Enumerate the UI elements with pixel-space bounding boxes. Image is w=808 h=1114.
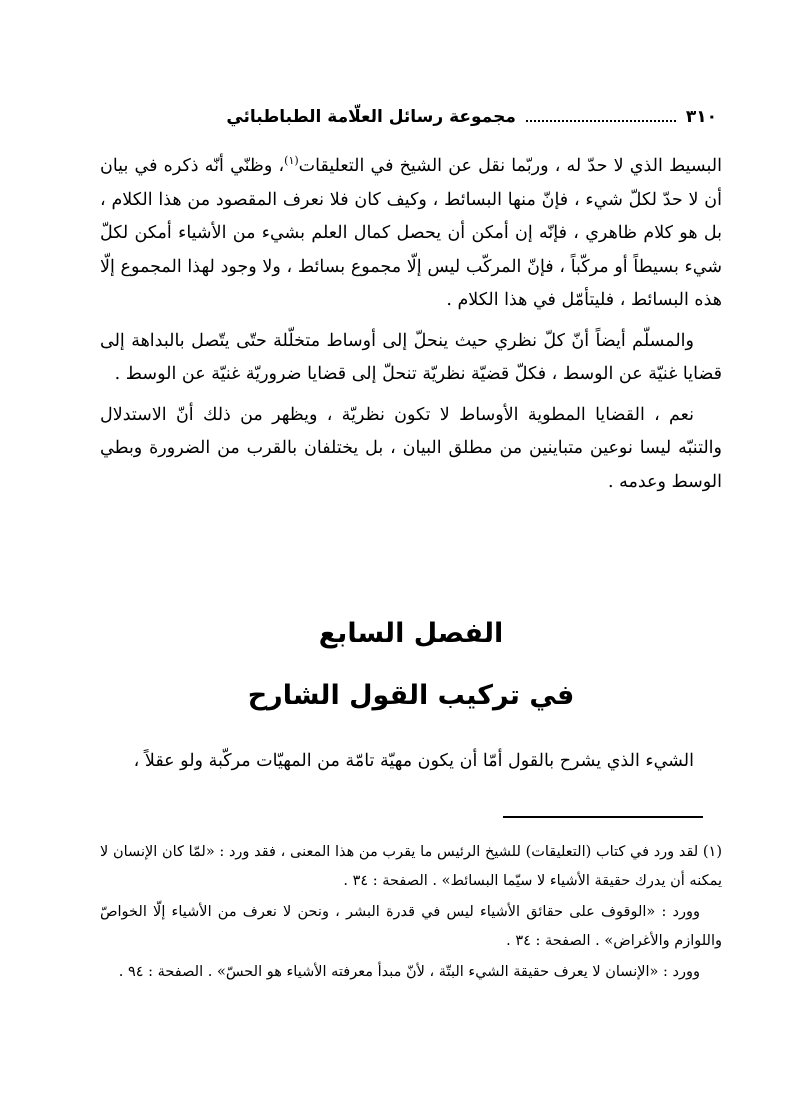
running-header [105, 100, 717, 134]
chapter-first-line: الشيء الذي يشرح بالقول أمّا أن يكون مهيّة تامّة من المهيّات مركّبة ولو عقلاً ، [133, 751, 694, 771]
footnote-1-part-2: وورد : «الوقوف على حقائق الأشياء ليس في قدرة البشر ، ونحن لا نعرف من الأشياء إلّا الخواصّ واللوازم والأغراض» . الصفحة : ٣٤ . [100, 904, 722, 949]
footnote-1-part-3: وورد : «الإنسان لا يعرف حقيقة الشيء البتّة ، لأنّ مبدأ معرفته الأشياء هو الحسّ» . الصفحة : ٩٤ . [118, 964, 700, 980]
page-number: ٣١٠ [685, 107, 717, 127]
main-text [100, 150, 722, 506]
footnote-ref-1[interactable]: (١) [284, 154, 299, 168]
footnote-separator [503, 816, 703, 818]
book-title: مجموعة رسائل العلّامة الطباطبائي [226, 107, 516, 127]
paragraph-3: نعم ، القضايا المطوية الأوساط لا تكون نظريّة ، ويظهر من ذلك أنّ الاستدلال والتنبّه ليسا نوعين متباينين من مطلق البيان ، بل يختلفان بالقرب من الضرورة وبطي الوسط وعدمه . [100, 404, 722, 492]
header-leader-dots [526, 120, 676, 122]
paragraph-1-rest: ، وظنّي أنّه ذكره في بيان أن لا حدّ لكلّ شيء ، فإنّ منها البسائط ، وكيف كان فلا نعرف المقصود من هذا الكلام ، بل هو كلام ظاهري ، فإنّه إن أمكن أن يحصل كمال العلم بشيء من الأشياء أمكن لكلّ شيء بسيطاً أو مركّباً ، فإنّ المركّب ليس إلّا مجموع بسائط ، ولا وجود لهذا المجموع إلّا هذه البسائط ، فليتأمّل في هذا الكلام . [100, 156, 722, 310]
chapter-heading: الفصل السابع [318, 618, 504, 649]
paragraph-1 [100, 150, 722, 318]
paragraph-1-start: البسيط الذي لا حدّ له ، وربّما نقل عن الشيخ في التعليقات [298, 156, 723, 176]
footnote-1: (١) لقد ورد في كتاب (التعليقات) للشيخ الرئيس ما يقرب من هذا المعنى ، فقد ورد : «لمّا كان الإنسان لا يمكنه أن يدرك حقيقة الأشياء لا سيّما البسائط» . الصفحة : ٣٤ . [100, 844, 722, 889]
paragraph-2: والمسلّم أيضاً أنّ كلّ نظري حيث ينحلّ إلى أوساط متخلّلة حتّى يتّصل بالبداهة إلى قضايا غنيّة عن الوسط ، فكلّ قضيّة نظريّة تنحلّ إلى قضايا ضروريّة غنيّة عن الوسط . [100, 330, 722, 384]
chapter-subheading: في تركيب القول الشارح [247, 680, 575, 711]
footnotes [100, 838, 722, 990]
